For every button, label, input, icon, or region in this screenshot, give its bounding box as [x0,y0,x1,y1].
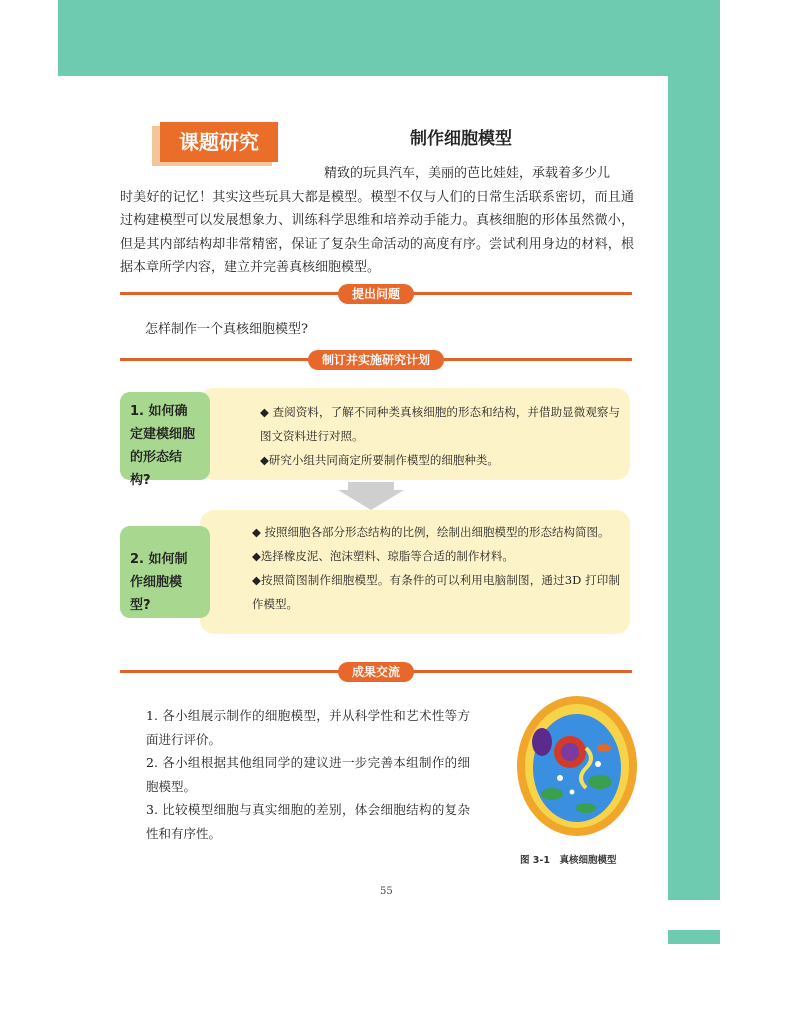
right-teal-tab [668,930,720,944]
section-label-ask: 提出问题 [338,284,414,304]
step-2-items [226,520,620,616]
step-2-item-1: ◆ 按照细胞各部分形态结构的比例，绘制出细胞模型的形态结构简图。 [252,525,610,539]
top-teal-band [58,0,720,76]
section-label-results: 成果交流 [338,662,414,682]
step-2-item-3: ◆按照简图制作细胞模型。有条件的可以利用电脑制图，通过3D 打印制作模型。 [252,573,620,611]
intro-first-line: 精致的玩具汽车，美丽的芭比娃娃，承载着多少儿 [324,166,611,181]
step-1-item-1: ◆ 查阅资料，了解不同种类真核细胞的形态和结构，并借助显微观察与图文资料进行对照。 [260,405,620,443]
page-number: 55 [380,886,393,897]
figure-caption: 图 3-1 真核细胞模型 [520,855,617,866]
step-2-item-2: ◆选择橡皮泥、泡沫塑料、琼脂等合适的制作材料。 [252,549,514,563]
right-teal-band [668,0,720,900]
cell-model-image [512,690,642,840]
result-item-1: 1. 各小组展示制作的细胞模型，并从科学性和艺术性等方面进行评价。 [146,708,470,747]
result-item-2: 2. 各小组根据其他组同学的建议进一步完善本组制作的细胞模型。 [146,755,470,794]
result-item-3: 3. 比较模型细胞与真实细胞的差别，体会细胞结构的复杂性和有序性。 [146,802,470,841]
question-text: 怎样制作一个真核细胞模型? [145,322,308,337]
step-1-item-2: ◆研究小组共同商定所要制作模型的细胞种类。 [260,453,499,467]
intro-paragraph [120,162,634,280]
badge-label: 课题研究 [160,122,278,162]
arrow-down-icon [338,482,404,510]
step-1-label: 1. 如何确定建模细胞的形态结构? [120,392,210,480]
results-list [120,704,470,845]
intro-rest: 时美好的记忆！其实这些玩具大都是模型。模型不仅与人们的日常生活联系密切，而且通过构建模型可以发展想象力、训练科学思维和培养动手能力。真核细胞的形体虽然微小，但是其内部结构却非常精密，保证了复杂生命活动的高度有序。尝试利用身边的材料，根据本章所学内容，建立并完善真核细胞模型。 [120,189,634,276]
page-title: 制作细胞模型 [410,129,512,149]
step-2-label: 2. 如何制作细胞模型? [120,526,210,618]
step-1-items [234,400,620,472]
section-label-plan: 制订并实施研究计划 [308,350,444,370]
